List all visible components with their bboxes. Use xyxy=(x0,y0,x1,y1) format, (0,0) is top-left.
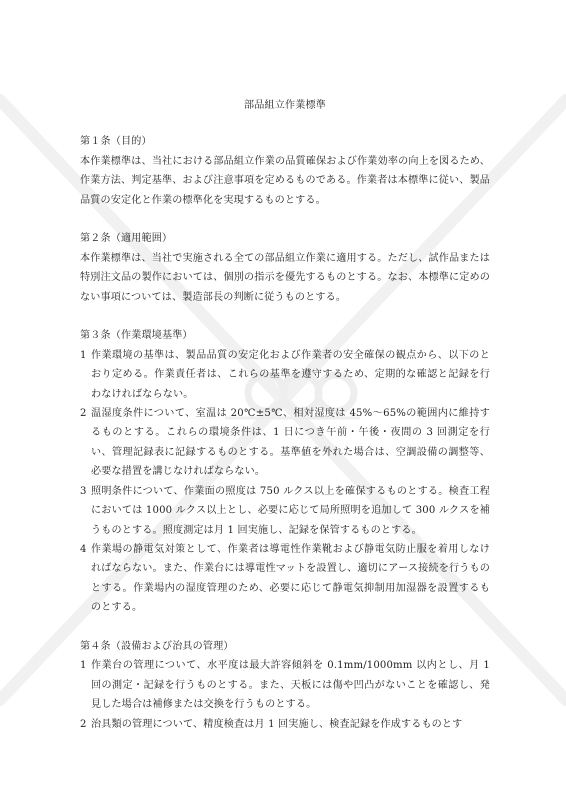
document-page xyxy=(80,96,490,753)
item-text: 治具類の管理について、精度検査は月 1 回実施し、検査記録を作成するものとす xyxy=(91,718,463,730)
item-text: 作業台の管理について、水平度は最大許容傾斜を 0.1mm/1000mm 以内とし、月 1 回の測定・記録を行うものとする。また、天板には傷や凹凸がないことを確認し、発見した場合は補修または交換を行うものとする。 xyxy=(91,660,490,711)
list-item xyxy=(80,482,490,540)
article-3 xyxy=(80,326,490,617)
article-heading: 第２条（適用範囲） xyxy=(80,233,173,245)
article-heading: 第４条（設備および治具の管理） xyxy=(80,640,234,652)
list-item xyxy=(80,404,490,482)
article-body: 本作業標準は、当社で実施される全ての部品組立作業に適用する。ただし、試作品または特別注文品の製作においては、個別の指示を優先するものとする。なお、本標準に定めのない事項については、製造部長の判断に従うものとする。 xyxy=(80,252,490,303)
article-heading: 第３条（作業環境基準） xyxy=(80,330,193,342)
item-number: 1 xyxy=(80,349,87,361)
article-1 xyxy=(80,132,490,210)
article-body: 本作業標準は、当社における部品組立作業の品質確保および作業効率の向上を図るため、作業方法、判定基準、および注意事項を定めるものである。作業者は本標準に従い、製品品質の安定化と作業の標準化を実現するものとする。 xyxy=(80,155,490,206)
item-text: 温湿度条件について、室温は 20℃±5℃、相対湿度は 45%～65%の範囲内に維持するものとする。これらの環境条件は、1 日につき午前・午後・夜間の 3 回測定を行い、管理記録表に記録するものとする。基準値を外れた場合は、空調設備の調整等、必要な措置を講じなければならない。 xyxy=(91,408,490,478)
list-item xyxy=(80,656,490,714)
article-heading: 第１条（目的） xyxy=(80,136,152,148)
item-number: 1 xyxy=(80,660,87,672)
item-number: 2 xyxy=(80,718,87,730)
list-item xyxy=(80,715,490,734)
item-text: 作業環境の基準は、製品品質の安定化および作業者の安全確保の観点から、以下のとおり定める。作業責任者は、これらの基準を遵守するため、定期的な確認と記録を行わなければならない。 xyxy=(91,349,490,400)
list-item xyxy=(80,346,490,404)
document-title: 部品組立作業標準 xyxy=(244,100,326,111)
article-4 xyxy=(80,637,490,734)
item-text: 作業場の静電気対策として、作業者は導電性作業靴および静電気防止服を着用しなければならない。また、作業台には導電性マットを設置し、適切にアース接続を行うものとする。作業場内の湿度管理のため、必要に応じて静電気抑制用加湿器を設置するものとする。 xyxy=(91,543,490,614)
item-text: 照明条件について、作業面の照度は 750 ルクス以上を確保するものとする。検査工程においては 1000 ルクス以上とし、必要に応じて局所照明を追加して 300 ルクスを補うものとする。照度測定は月 1 回実施し、記録を保管するものとする。 xyxy=(91,485,490,536)
item-number: 2 xyxy=(80,408,87,420)
item-number: 3 xyxy=(80,485,87,497)
item-number: 4 xyxy=(80,543,87,555)
article-2 xyxy=(80,229,490,307)
list-item xyxy=(80,540,490,618)
